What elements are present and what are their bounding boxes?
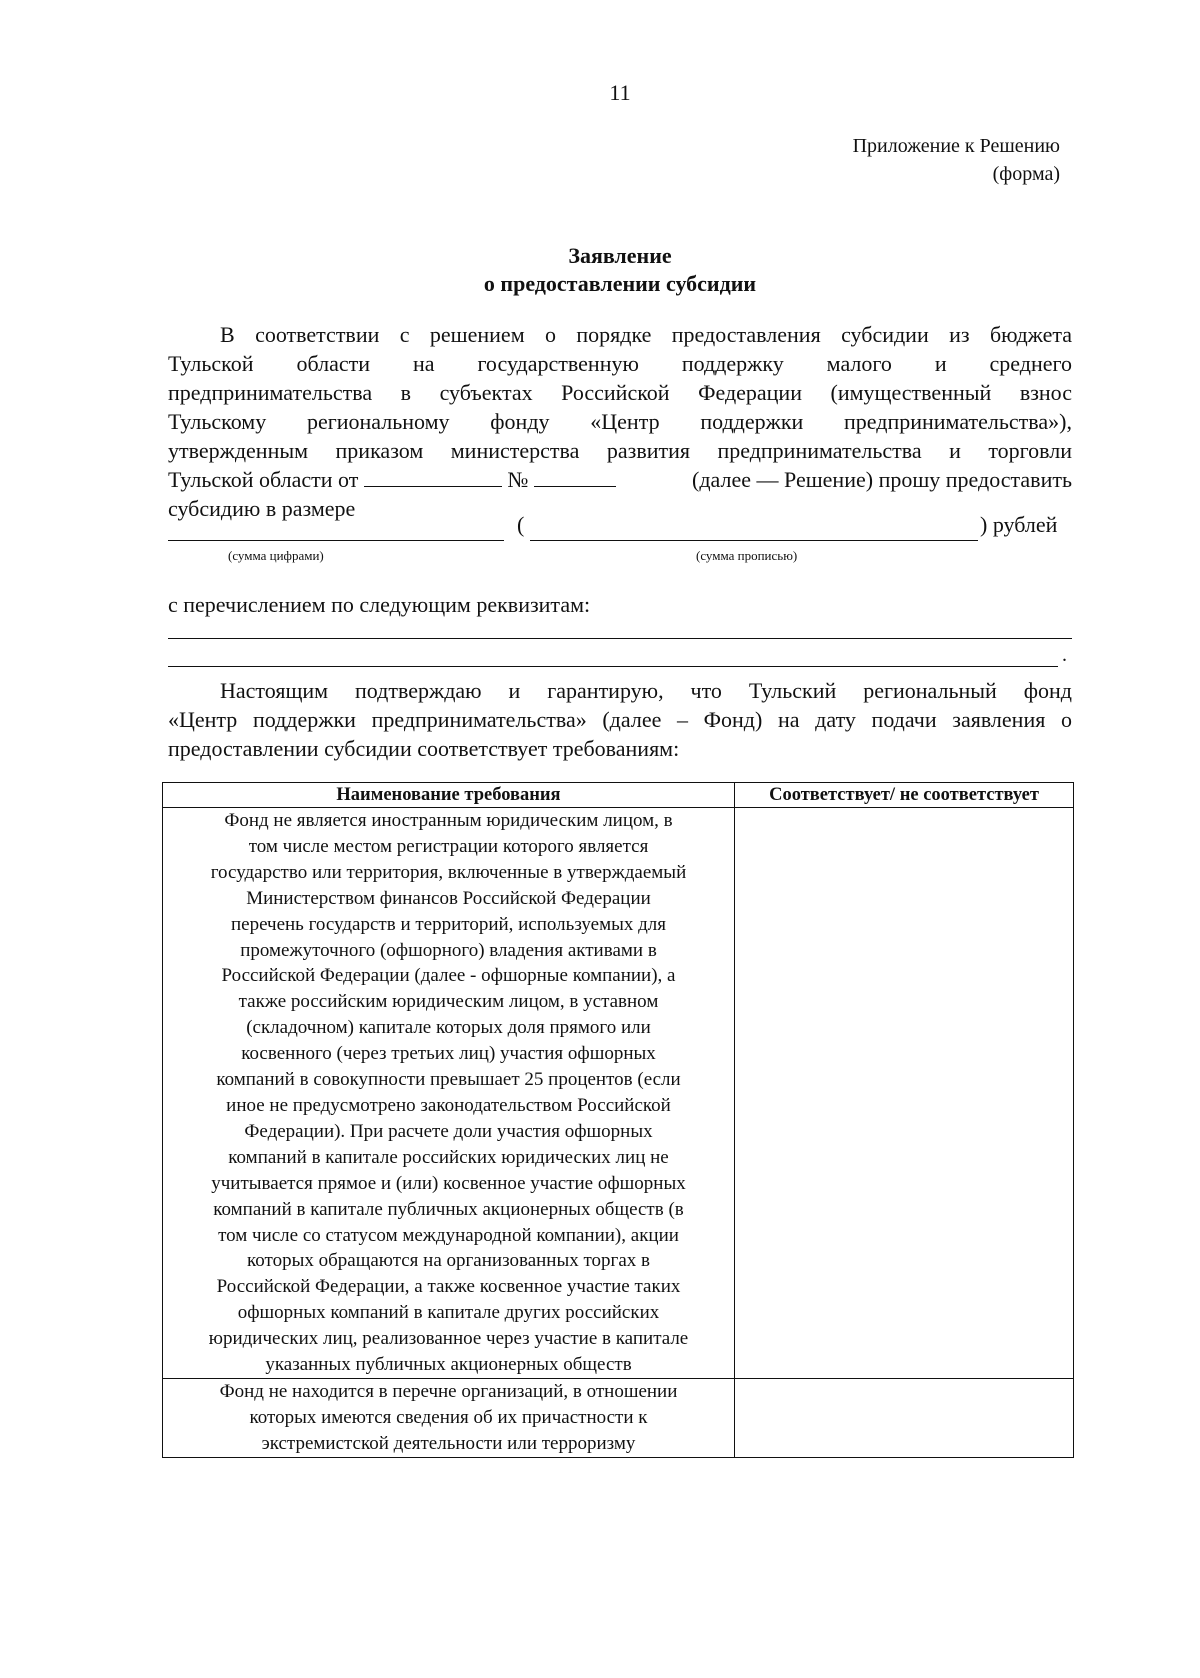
table-header-row (163, 783, 1074, 808)
intro-line-6-end: (далее — Решение) прошу предоставить (692, 467, 1072, 492)
requirement-line: Министерством финансов Российской Федерации (246, 887, 651, 909)
table-row (163, 808, 1074, 1379)
amount-words-field[interactable] (530, 518, 978, 541)
intro-line-6 (168, 465, 1072, 494)
caption-amount-digits: (сумма цифрами) (228, 548, 324, 563)
requirement-line: перечень государств и территорий, используемых для (230, 913, 667, 935)
document-title (0, 242, 1200, 298)
intro-line-1: В соответствии с решением о порядке предоставления субсидии из бюджета (220, 322, 1072, 347)
requisites-field-line-2[interactable] (168, 666, 1058, 667)
header-requirement: Наименование требования (163, 783, 735, 808)
requirement-line: офшорных компаний в капитале других российских (237, 1302, 660, 1324)
compliance-cell[interactable] (735, 1378, 1074, 1457)
page-number: 11 (609, 80, 631, 105)
compliance-cell[interactable] (735, 808, 1074, 1379)
order-number-field[interactable] (534, 468, 616, 487)
intro-line-5: утвержденным приказом министерства развития предпринимательства и торговли (168, 438, 1072, 463)
amount-digits-field[interactable] (168, 518, 504, 541)
requirement-line: иное не предусмотрено законодательством Российской (226, 1094, 671, 1116)
requirement-line: косвенного (через третьих лиц) участия офшорных (241, 1043, 656, 1065)
requirement-line: Российской Федерации (далее - офшорные компании), а (221, 965, 676, 987)
requirement-line: учитывается прямое и (или) косвенное участие офшорных (211, 1172, 686, 1194)
header-compliance: Соответствует/ не соответствует (735, 783, 1074, 808)
intro-line-3: предпринимательства в субъектах Российской Федерации (имущественный взнос (168, 380, 1072, 405)
requirement-line: Федерации). При расчете доли участия офшорных (244, 1120, 653, 1142)
requirement-line: Фонд не является иностранным юридическим лицом, в (224, 810, 673, 831)
requirements-table (162, 782, 1074, 1458)
requirement-line: также российским юридическим лицом, в уставном (238, 991, 659, 1013)
requirement-line: указанных публичных акционерных обществ (265, 1354, 632, 1376)
requirement-line: том числе местом регистрации которого является (248, 835, 649, 857)
caption-amount-words: (сумма прописью) (696, 548, 798, 563)
annex-line-1: Приложение к Решению (852, 135, 1060, 157)
requirement-line: промежуточного (офшорного) владения активами в (240, 939, 657, 961)
requirement-line: компаний в капитале российских юридических лиц не (228, 1146, 669, 1168)
requirement-line: Фонд не находится в перечне организаций, в отношении (219, 1380, 678, 1402)
requirement-line: юридических лиц, реализованное через участие в капитале (208, 1328, 689, 1350)
annex-note (853, 132, 1060, 188)
title-line-2: о предоставлении субсидии (483, 271, 757, 296)
requirement-line: Российской Федерации, а также косвенное участие таких (216, 1276, 681, 1298)
requirement-line: компаний в совокупности превышает 25 процентов (если (216, 1069, 681, 1091)
subsidy-amount-row (168, 512, 1072, 542)
requirement-line: экстремистской деятельности или терроризму (261, 1432, 636, 1454)
intro-line-7: субсидию в размере (168, 496, 356, 521)
intro-paragraph (168, 320, 1072, 523)
currency-label: ) рублей (980, 512, 1058, 537)
confirm-line-3: предоставлении субсидии соответствует требованиям: (168, 736, 680, 761)
requirement-text (163, 1378, 735, 1457)
requirement-text (163, 808, 735, 1379)
requirement-line: которых обращаются на организованных торгах в (247, 1250, 650, 1272)
annex-line-2: (форма) (992, 163, 1060, 185)
requirement-line: компаний в капитале публичных акционерных обществ (в (213, 1198, 684, 1220)
confirm-line-2: «Центр поддержки предпринимательства» (далее – Фонд) на дату подачи заявления о (168, 707, 1072, 732)
number-sign: № (507, 467, 529, 492)
date-field[interactable] (364, 468, 502, 487)
requirement-line: том числе со статусом международной компании), акции (218, 1224, 679, 1246)
intro-line-4: Тульскому региональному фонду «Центр поддержки предпринимательства»), (168, 409, 1072, 434)
requisites-label: с перечислением по следующим реквизитам: (168, 592, 591, 617)
requirement-line: (складочном) капитале которых доля прямого или (246, 1017, 651, 1039)
title-line-1: Заявление (568, 243, 672, 268)
requirement-line: государство или территория, включенные в утверждаемый (210, 861, 687, 883)
table-row (163, 1378, 1074, 1457)
intro-line-2: Тульской области на государственную поддержку малого и среднего (168, 351, 1072, 376)
intro-line-6-start: Тульской области от (168, 467, 359, 492)
paren-open: ( (517, 512, 525, 537)
requirement-line: которых имеются сведения об их причастности к (249, 1406, 648, 1428)
confirm-line-1: Настоящим подтверждаю и гарантирую, что Тульский региональный фонд (220, 678, 1072, 703)
requisites-end-period: . (1062, 644, 1067, 666)
requisites-field-line-1[interactable] (168, 638, 1072, 639)
confirmation-paragraph (168, 676, 1072, 763)
